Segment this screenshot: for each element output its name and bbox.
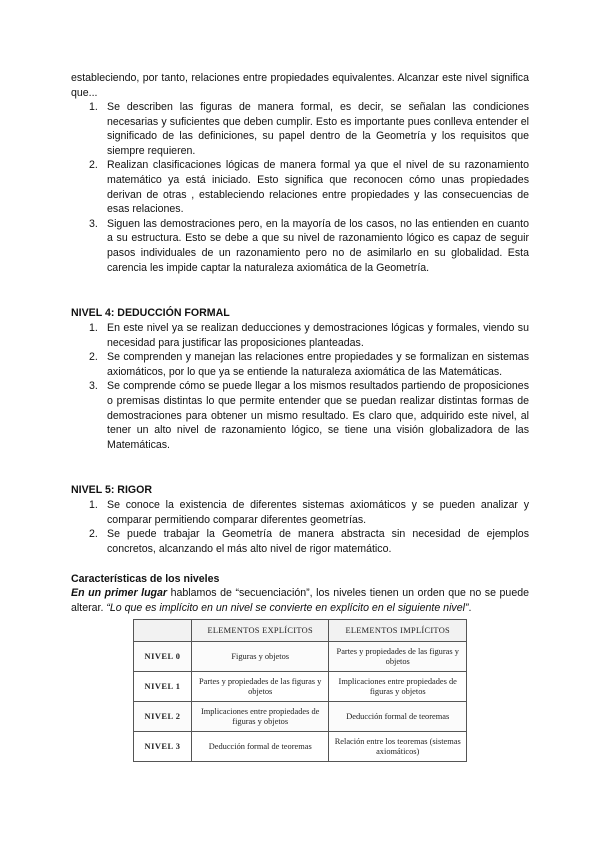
nivel5-list [71,498,529,556]
level-cell: NIVEL 1 [134,672,192,702]
level-cell: NIVEL 0 [134,642,192,672]
list-item: 1. Se conoce la existencia de diferentes sistemas axiomáticos y se pueden analizar y comparar permitiendo comparar diferentes geometrías. [89,499,529,526]
lead-phrase: En un primer lugar [71,587,168,599]
list-item: 2. Se comprenden y manejan las relaciones entre propiedades y se formalizan en sistemas axiomáticos, por lo que ya se entiende la naturaleza axiomática de las Matemáticas. [89,351,529,378]
explicit-cell: Partes y propiedades de las figuras y objetos [191,672,329,702]
list-item: 2. Realizan clasificaciones lógicas de manera formal ya que el nivel de su razonamiento matemático ya está iniciado. Esto significa que reconocen cómo unas propiedades derivan de otras , estableciendo relaciones entre propiedades y las consecuencias de esas relaciones. [89,159,529,216]
explicit-cell: Figuras y objetos [191,642,329,672]
list-item: 2. Se puede trabajar la Geometría de manera abstracta sin necesidad de ejemplos concretos, alcanzando el más alto nivel de rigor matemático. [89,528,529,555]
intro-paragraph: estableciendo, por tanto, relaciones entre propiedades equivalentes. Alcanzar este nivel significa que... [71,72,529,99]
list-item: 3. Se comprende cómo se puede llegar a los mismos resultados partiendo de proposiciones o premisas distintas lo que permite entender que se puedan realizar distintas formas de demostraciones para obtener un mismo resultado. Es claro que, adquirido este nivel, al tener un alto nivel de razonamiento lógico, se tiene una visión globalizadora de las Matemáticas. [89,380,529,451]
table-row [134,672,467,702]
level-cell: NIVEL 2 [134,702,192,732]
list-item: 1. Se describen las figuras de manera formal, es decir, se señalan las condiciones necesarias y suficientes que deben cumplir. Esto es importante pues conlleva entender el significado de las definiciones, su papel dentro de la Geometría y los requisitos que siempre requieren. [89,101,529,157]
table-header-cell [134,620,192,642]
levels-table [133,619,467,762]
list-item: 3. Siguen las demostraciones pero, en la mayoría de los casos, no las entienden en cuanto a su estructura. Esto se debe a que su nivel de razonamiento lógico es capaz de seguir pasos individuales de un razonamiento pero no de asimilarlo en su globalidad. Esta carencia les impide captar la naturaleza axiomática de la Geometría. [89,217,529,274]
implicit-cell: Relación entre los teoremas (sistemas axiomáticos) [329,732,467,762]
nivel5-heading: NIVEL 5: RIGOR [71,484,153,496]
caracteristicas-paragraph: En un primer lugar hablamos de “secuenciación”, los niveles tienen un orden que no se puede alterar. “Lo que es implícito en un nivel se convierte en explícito en el siguiente nivel”. [71,587,529,614]
explicit-cell: Deducción formal de teoremas [191,732,329,762]
implicit-cell: Deducción formal de teoremas [329,702,467,732]
table-row [134,642,467,672]
implicit-cell: Partes y propiedades de las figuras y objetos [329,642,467,672]
explicit-cell: Implicaciones entre propiedades de figuras y objetos [191,702,329,732]
table-row [134,702,467,732]
level-cell: NIVEL 3 [134,732,192,762]
table-header-cell: ELEMENTOS IMPLÍCITOS [329,620,467,642]
table-header-cell: ELEMENTOS EXPLÍCITOS [191,620,329,642]
nivel4-heading: NIVEL 4: DEDUCCIÓN FORMAL [71,307,230,319]
nivel3-list [71,100,529,275]
list-item: 1. En este nivel ya se realizan deducciones y demostraciones lógicas y formales, viendo su necesidad para justificar las proposiciones planteadas. [89,322,529,349]
quote: “Lo que es implícito en un nivel se convierte en explícito en el siguiente nivel” [106,601,469,614]
nivel4-list [71,321,529,452]
table-row [134,732,467,762]
caracteristicas-heading: Características de los niveles [71,573,220,585]
implicit-cell: Implicaciones entre propiedades de figuras y objetos [329,672,467,702]
table-header-row [134,620,467,642]
